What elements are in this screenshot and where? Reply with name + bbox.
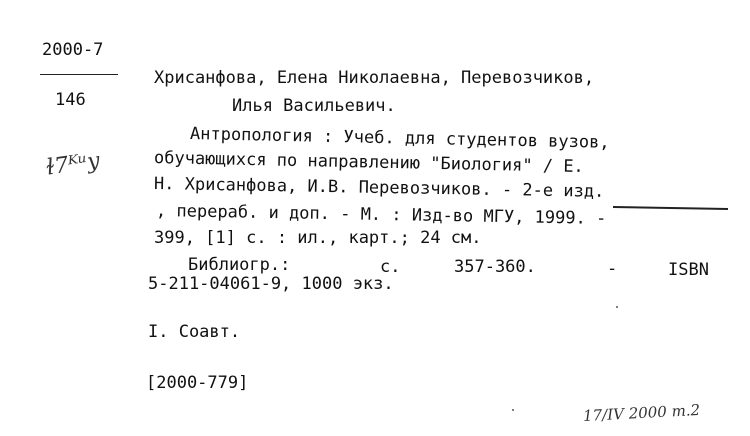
bibliography-pages-label: с. [380, 257, 401, 277]
handwritten-code: ɫ7ᴷᵘy [44, 148, 102, 181]
bibliography-label: Библиогр.: [188, 255, 291, 275]
speck [616, 306, 618, 308]
bibliography-dash: - [607, 259, 618, 279]
isbn-label: ISBN [668, 260, 709, 280]
title-line-3: Н. Хрисанфова, И.В. Перевозчиков. - 2-е изд. [153, 174, 605, 202]
handwritten-note: 17/IV 2000 т.2 [582, 400, 701, 426]
author-line-2: Илья Васильевич. [232, 96, 396, 116]
title-line-1: Антропология : Учеб. для студентов вузов, [189, 124, 610, 153]
title-line-2: обучающихся по направлению "Биология" / Е. [153, 148, 584, 178]
edition-underline [613, 206, 728, 210]
coauthor-entry: I. Соавт. [148, 322, 241, 342]
record-number: [2000-779] [146, 373, 249, 393]
shelfmark-bottom: 146 [55, 90, 86, 110]
bibliography-pages: 357-360. [454, 257, 536, 277]
author-line-1: Хрисанфова, Елена Николаевна, Перевозчиков, [154, 68, 595, 88]
shelfmark-divider [40, 74, 118, 75]
title-line-4: , перераб. и доп. - М. : Изд-во МГУ, 1999. - [155, 201, 607, 229]
shelfmark-top: 2000-7 [42, 40, 104, 60]
isbn-line: 5-211-04061-9, 1000 экз. [148, 274, 394, 294]
speck [512, 409, 514, 411]
title-line-5: 399, [1] с. : ил., карт.; 24 см. [154, 228, 482, 248]
